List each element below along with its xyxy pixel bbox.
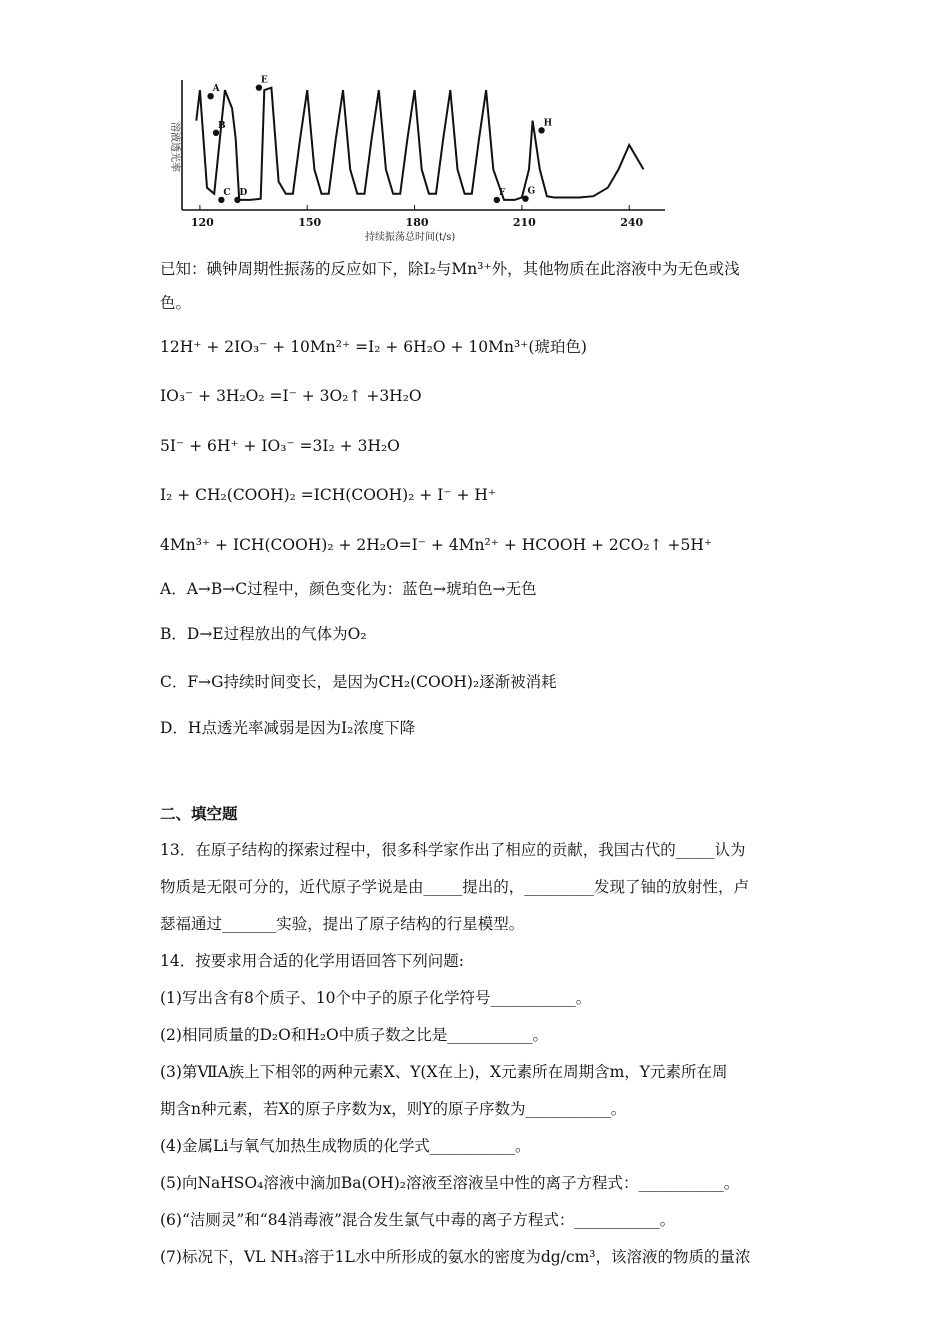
series-line: [196, 88, 643, 200]
point-label-H: H: [543, 118, 553, 129]
x-ticks: [191, 205, 644, 229]
x-tick-label: 120: [190, 216, 214, 229]
point-label-C: C: [223, 187, 231, 198]
q13-line-3: 瑟福通过_______实验，提出了原子结构的行星模型。: [160, 915, 525, 933]
option-d: D．H点透光率减弱是因为I₂浓度下降: [160, 719, 416, 737]
question-14: [160, 943, 790, 1276]
chart-svg: [160, 62, 680, 252]
q14-part-2: (2)相同质量的D₂O和H₂O中质子数之比是___________。: [160, 1026, 548, 1044]
equation-5: 4Mn³⁺ + ICH(COOH)₂ + 2H₂O=I⁻ + 4Mn²⁺ + HCOOH + 2CO₂↑ +5H⁺: [160, 536, 713, 554]
point-label-F: F: [498, 187, 506, 198]
x-axis-label: 持续振荡总时间(t/s): [365, 232, 456, 243]
x-tick-label: 150: [298, 216, 322, 229]
equation-2: IO₃⁻ + 3H₂O₂ =I⁻ + 3O₂↑ +3H₂O: [160, 387, 422, 405]
option-c: C．F→G持续时间变长，是因为CH₂(COOH)₂逐渐被消耗: [160, 673, 557, 691]
x-tick-label: 210: [512, 216, 536, 229]
option-a: A．A→B→C过程中，颜色变化为：蓝色→琥珀色→无色: [160, 580, 537, 598]
transmittance-chart: [160, 62, 680, 252]
option-b: B．D→E过程放出的气体为O₂: [160, 625, 367, 643]
q14-part-5: (5)向NaHSO₄溶液中滴加Ba(OH)₂溶液至溶液呈中性的离子方程式：___________。: [160, 1174, 740, 1192]
point-label-G: G: [527, 186, 536, 197]
q14-part-1: (1)写出含有8个质子、10个中子的原子化学符号___________。: [160, 989, 592, 1007]
q14-stem: 14．按要求用合适的化学用语回答下列问题:: [160, 952, 464, 970]
q13-line-1: 13．在原子结构的探索过程中，很多科学家作出了相应的贡献，我国古代的_____认为: [160, 841, 746, 859]
equation-1: 12H⁺ + 2IO₃⁻ + 10Mn²⁺ =I₂ + 6H₂O + 10Mn³⁺(琥珀色): [160, 338, 587, 356]
q14-part-3b: 期含n种元素，若X的原子序数为x，则Y的原子序数为___________。: [160, 1100, 627, 1118]
question-13: [160, 832, 790, 943]
equation-3: 5I⁻ + 6H⁺ + IO₃⁻ =3I₂ + 3H₂O: [160, 437, 400, 455]
equation-4: I₂ + CH₂(COOH)₂ =ICH(COOH)₂ + I⁻ + H⁺: [160, 486, 497, 504]
x-tick-label: 240: [620, 216, 644, 229]
q14-part-6: (6)“洁厕灵”和“84消毒液”混合发生氯气中毒的离子方程式：___________。: [160, 1211, 676, 1229]
q14-part-7: (7)标况下，VL NH₃溶于1L水中所形成的氨水的密度为dg/cm³，该溶液的物质的量浓: [160, 1248, 751, 1266]
q13-line-2: 物质是无限可分的，近代原子学说是由_____提出的，_________发现了铀的放射性，卢: [160, 878, 750, 896]
point-label-D: D: [239, 187, 248, 198]
known-line-1: 已知：碘钟周期性振荡的反应如下，除I₂与Mn³⁺外，其他物质在此溶液中为无色或浅: [160, 260, 740, 278]
q14-part-4: (4)金属Li与氧气加热生成物质的化学式___________。: [160, 1137, 531, 1155]
q14-part-3a: (3)第ⅦA族上下相邻的两种元素X、Y(X在上)，X元素所在周期含m，Y元素所在周: [160, 1063, 728, 1081]
known-line-2: 色。: [160, 294, 192, 312]
section-heading: 二、填空题: [160, 804, 238, 823]
y-axis-label: 溶液透光率: [169, 122, 180, 172]
point-label-A: A: [212, 84, 220, 95]
point-label-B: B: [217, 120, 226, 131]
point-label-E: E: [260, 75, 268, 86]
x-tick-label: 180: [405, 216, 429, 229]
